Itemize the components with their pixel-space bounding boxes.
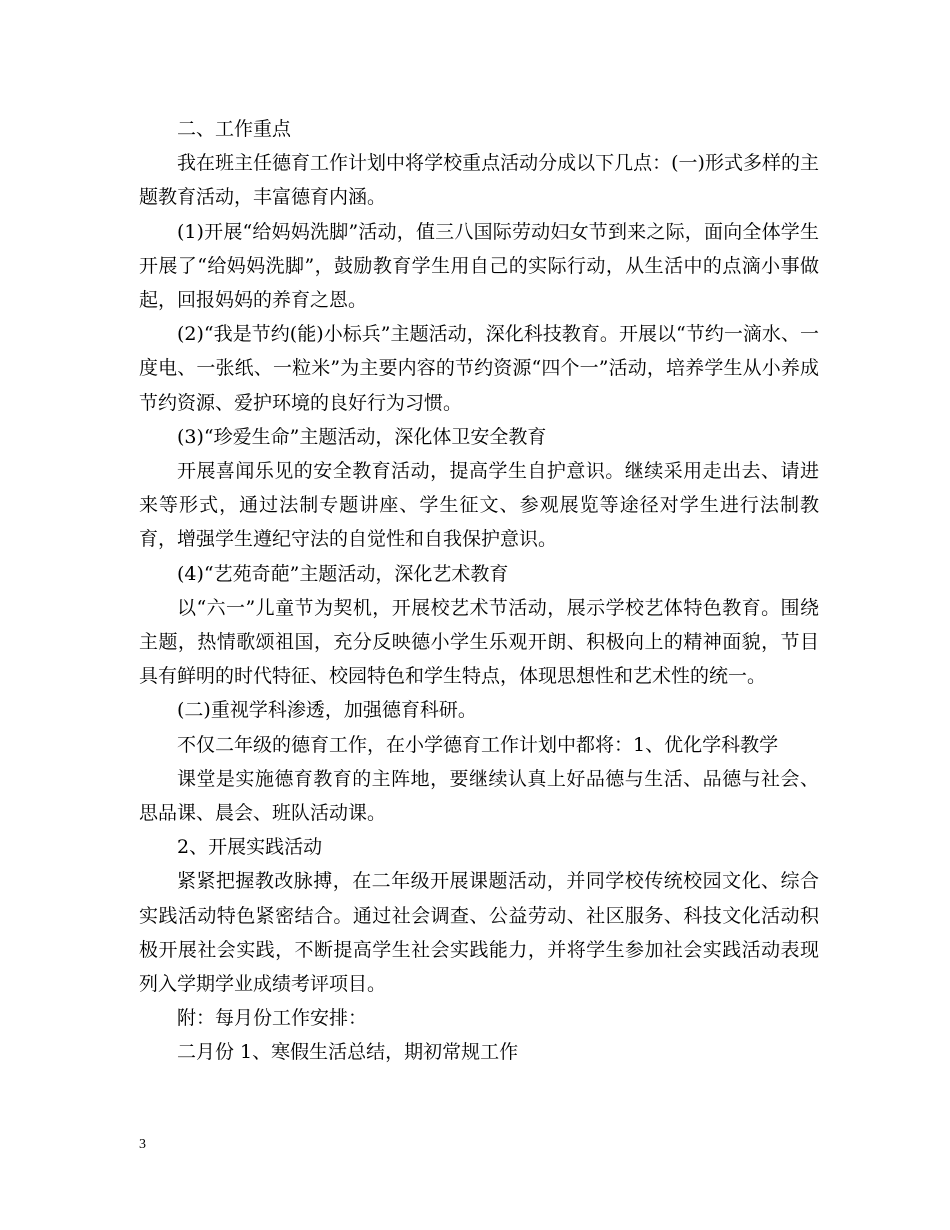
paragraph: 开展喜闻乐见的安全教育活动，提高学生自护意识。继续采用走出去、请进来等形式，通过法制专题讲座、学生征文、参观展览等途径对学生进行法制教育，增强学生遵纪守法的自觉性和自我保护意识。 — [139, 460, 819, 551]
paragraph: 二月份 1、寒假生活总结，期初常规工作 — [177, 1041, 519, 1064]
subheading: 2、开展实践活动 — [177, 836, 323, 859]
page-number: 3 — [139, 1137, 146, 1152]
paragraph: (2)“我是节约(能)小标兵”主题活动，深化科技教育。开展以“节约一滴水、一度电、一张纸、一粒米”为主要内容的节约资源“四个一”活动，培养学生从小养成节约资源、爱护环境的良好行为习惯。 — [139, 323, 819, 414]
subheading: (4)“艺苑奇葩”主题活动，深化艺术教育 — [177, 562, 509, 585]
paragraph: 课堂是实施德育教育的主阵地，要继续认真上好品德与生活、品德与社会、思品课、晨会、班队活动课。 — [139, 767, 819, 825]
subheading: (3)“珍爱生命”主题活动，深化体卫安全教育 — [177, 425, 547, 448]
paragraph: 不仅二年级的德育工作，在小学德育工作计划中都将：1、优化学科教学 — [177, 733, 779, 756]
paragraph: 我在班主任德育工作计划中将学校重点活动分成以下几点：(一)形式多样的主题教育活动，丰富德育内涵。 — [139, 152, 819, 209]
paragraph: 以“六一”儿童节为契机，开展校艺术节活动，展示学校艺体特色教育。围绕主题，热情歌颂祖国，充分反映德小学生乐观开朗、积极向上的精神面貌，节目具有鲜明的时代特征、校园特色和学生特点，体现思想性和艺术性的统一。 — [139, 596, 819, 688]
section-heading: 二、工作重点 — [177, 118, 292, 140]
subheading: (二)重视学科渗透，加强德育科研。 — [177, 699, 477, 722]
paragraph: (1)开展“给妈妈洗脚”活动，值三八国际劳动妇女节到来之际，面向全体学生开展了“给妈妈洗脚”，鼓励教育学生用自己的实际行动，从生活中的点滴小事做起，回报妈妈的养育之恩。 — [139, 220, 819, 312]
document-body — [139, 112, 819, 1070]
paragraph: 附：每月份工作安排： — [177, 1007, 368, 1030]
paragraph: 紧紧把握教改脉搏，在二年级开展课题活动，并同学校传统校园文化、综合实践活动特色紧密结合。通过社会调查、公益劳动、社区服务、科技文化活动积极开展社会实践，不断提高学生社会实践能力，并将学生参加社会实践活动表现列入学期学业成绩考评项目。 — [139, 870, 819, 996]
